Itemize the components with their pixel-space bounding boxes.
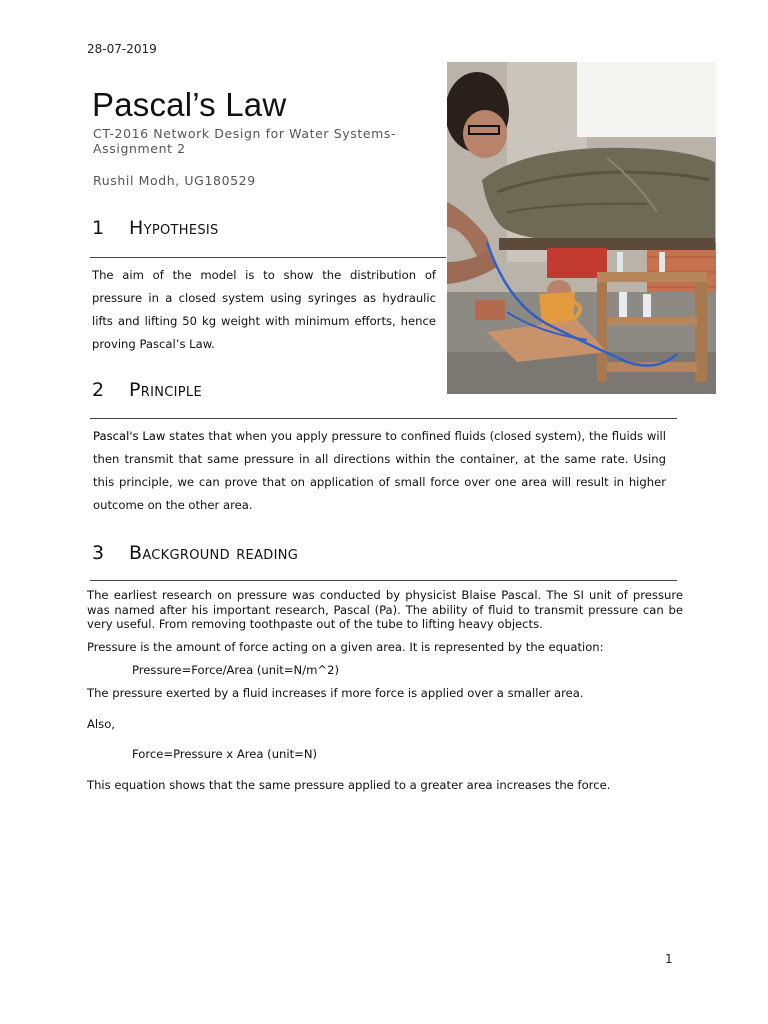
background-paragraph-5: This equation shows that the same pressure applied to a greater area increases the force. [87, 778, 611, 792]
background-paragraph-4: Also, [87, 717, 115, 731]
section-number: 2 [92, 379, 105, 401]
document-author: Rushil Modh, UG180529 [93, 173, 256, 188]
section-heading-background [92, 542, 298, 564]
document-subtitle: CT-2016 Network Design for Water Systems-Assignment 2 [93, 126, 397, 156]
section-divider [90, 418, 677, 419]
background-paragraph-2: Pressure is the amount of force acting on a given area. It is represented by the equation: [87, 640, 604, 654]
model-photo [447, 62, 716, 394]
section-title: Hypothesis [129, 217, 219, 239]
principle-paragraph [93, 425, 666, 517]
section-title: Principle [129, 379, 202, 401]
page-number: 1 [665, 952, 673, 966]
section-heading-hypothesis [92, 217, 219, 239]
section-number: 3 [92, 542, 105, 564]
section-title: Background reading [129, 542, 299, 564]
background-paragraph-1: The earliest research on pressure was conducted by physicist Blaise Pascal. The SI unit of pressure was named after his important research, Pascal (Pa). The ability of fluid to transmit pressure can be very useful. From removing toothpaste out of the tube to lifting heavy objects. [87, 588, 683, 631]
background-paragraph-3: The pressure exerted by a fluid increases if more force is applied over a smaller area. [87, 686, 584, 700]
hypothesis-paragraph: The aim of the model is to show the distribution of pressure in a closed system using syringes as hydraulic lifts and lifting 50 kg weight with minimum efforts, hence proving Pascal’s Law. [92, 268, 436, 351]
pascals-law-term: Pascal's Law [93, 429, 166, 443]
principle-text: states that when you apply pressure to confined fluids (closed system), the fluids will then transmit that same pressure in all directions within the container, at the same rate. Using this principle, we can prove that on application of small force over one area will result in higher outcome on the other area. [93, 429, 666, 512]
model-photo-illustration [447, 62, 716, 394]
document-title: Pascal’s Law [92, 86, 287, 123]
section-divider [90, 580, 677, 581]
section-divider [90, 257, 446, 258]
section-number: 1 [92, 217, 105, 239]
document-date: 28-07-2019 [87, 42, 157, 56]
force-equation: Force=Pressure x Area (unit=N) [132, 747, 318, 761]
section-heading-principle [92, 379, 202, 401]
pressure-equation: Pressure=Force/Area (unit=N/m^2) [132, 663, 340, 677]
